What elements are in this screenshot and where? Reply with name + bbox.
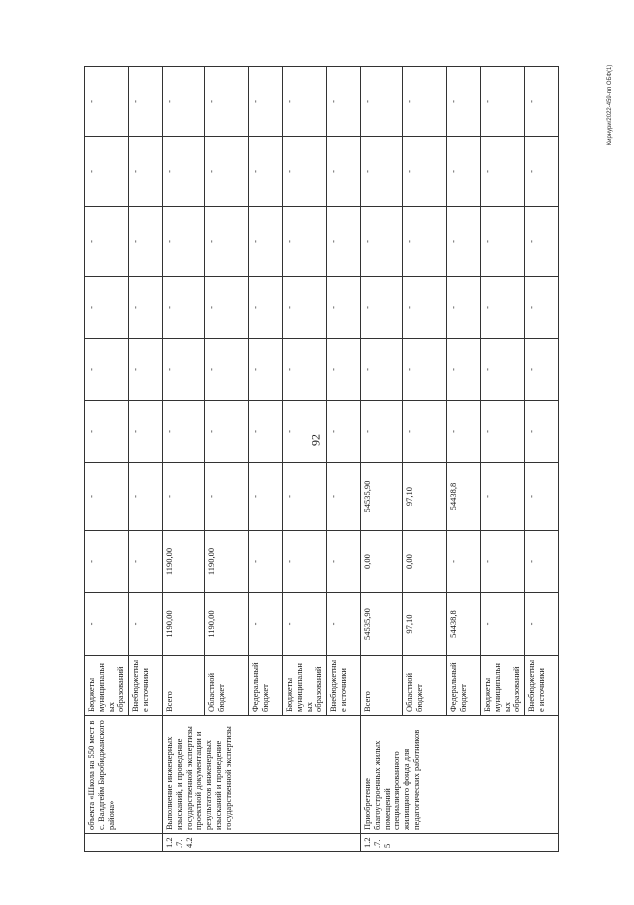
value-cell: - xyxy=(85,531,129,593)
funding-source: Областной бюджет xyxy=(403,656,447,716)
value-cell: - xyxy=(85,137,129,207)
value-cell: - xyxy=(403,339,447,401)
value-cell: - xyxy=(283,339,327,401)
value-cell: - xyxy=(327,463,361,531)
funding-source: Бюджеты муниципальных образований xyxy=(85,656,129,716)
value-cell: - xyxy=(361,137,403,207)
value-cell: - xyxy=(163,277,205,339)
value-cell: - xyxy=(447,277,481,339)
value-cell: - xyxy=(129,531,163,593)
row-name: объекта «Школа на 550 мест в с. Валдгейм Биробиджанского района» xyxy=(85,716,163,834)
funding-source: Внебюджетные источники xyxy=(129,656,163,716)
value-cell: - xyxy=(283,67,327,137)
value-cell: - xyxy=(85,593,129,656)
value-cell: - xyxy=(481,593,525,656)
value-cell: - xyxy=(163,67,205,137)
value-cell: - xyxy=(525,67,559,137)
value-cell: - xyxy=(361,401,403,463)
value-cell: - xyxy=(403,401,447,463)
funding-source: Бюджеты муниципальных образований xyxy=(283,656,327,716)
value-cell: 97,10 xyxy=(403,593,447,656)
funding-source: Всего xyxy=(163,656,205,716)
value-cell: - xyxy=(129,401,163,463)
row-code xyxy=(85,834,163,852)
value-cell: - xyxy=(205,67,249,137)
value-cell: - xyxy=(249,339,283,401)
value-cell: - xyxy=(249,207,283,277)
value-cell: - xyxy=(481,137,525,207)
value-cell: - xyxy=(525,277,559,339)
value-cell: - xyxy=(85,339,129,401)
value-cell: - xyxy=(447,67,481,137)
value-cell: - xyxy=(283,531,327,593)
value-cell: - xyxy=(481,463,525,531)
value-cell: - xyxy=(205,207,249,277)
funding-source: Федеральный бюджет xyxy=(447,656,481,716)
value-cell: - xyxy=(525,137,559,207)
value-cell: - xyxy=(525,463,559,531)
value-cell: - xyxy=(163,137,205,207)
row-code: 1.2.7.5 xyxy=(361,834,559,852)
value-cell: 54535,90 xyxy=(361,593,403,656)
value-cell: - xyxy=(327,593,361,656)
value-cell: 54535,90 xyxy=(361,463,403,531)
funding-source: Областной бюджет xyxy=(205,656,249,716)
value-cell: - xyxy=(85,277,129,339)
value-cell: - xyxy=(481,339,525,401)
value-cell: - xyxy=(129,339,163,401)
table-row xyxy=(163,67,205,852)
value-cell: - xyxy=(525,593,559,656)
value-cell: - xyxy=(481,401,525,463)
value-cell: - xyxy=(447,401,481,463)
value-cell: 0,00 xyxy=(403,531,447,593)
value-cell: - xyxy=(249,401,283,463)
value-cell: - xyxy=(283,463,327,531)
value-cell: - xyxy=(85,401,129,463)
value-cell: - xyxy=(403,207,447,277)
value-cell: - xyxy=(249,531,283,593)
value-cell: - xyxy=(327,531,361,593)
value-cell: 97,10 xyxy=(403,463,447,531)
value-cell: - xyxy=(249,67,283,137)
value-cell: 1190,00 xyxy=(205,593,249,656)
value-cell: - xyxy=(327,67,361,137)
funding-source: Внебюджетные источники xyxy=(327,656,361,716)
value-cell: - xyxy=(447,207,481,277)
budget-table xyxy=(84,66,559,852)
value-cell: - xyxy=(85,207,129,277)
value-cell: - xyxy=(163,339,205,401)
value-cell: 54438,8 xyxy=(447,463,481,531)
value-cell: 1190,00 xyxy=(163,531,205,593)
value-cell: - xyxy=(481,531,525,593)
value-cell: - xyxy=(249,463,283,531)
value-cell: - xyxy=(163,207,205,277)
table-row xyxy=(361,67,403,852)
value-cell: - xyxy=(205,339,249,401)
value-cell: - xyxy=(327,277,361,339)
value-cell: - xyxy=(129,207,163,277)
value-cell: - xyxy=(447,137,481,207)
value-cell: - xyxy=(327,207,361,277)
funding-source: Федеральный бюджет xyxy=(249,656,283,716)
value-cell: - xyxy=(249,277,283,339)
value-cell: - xyxy=(163,401,205,463)
value-cell: - xyxy=(403,277,447,339)
value-cell: - xyxy=(129,593,163,656)
value-cell: - xyxy=(327,339,361,401)
value-cell: - xyxy=(481,207,525,277)
value-cell: - xyxy=(403,137,447,207)
value-cell: - xyxy=(403,67,447,137)
value-cell: - xyxy=(163,463,205,531)
value-cell: - xyxy=(525,531,559,593)
value-cell: - xyxy=(447,339,481,401)
row-name: Приобретение благоустроенных жилых помещений специализированного жилищного фонда для педагогических работников xyxy=(361,716,559,834)
value-cell: - xyxy=(327,137,361,207)
table-body xyxy=(85,67,559,852)
value-cell: - xyxy=(129,137,163,207)
document-stamp: Кирнури/2022-459-пп ОБФ(1) xyxy=(607,64,613,146)
value-cell: - xyxy=(283,593,327,656)
value-cell: - xyxy=(249,137,283,207)
value-cell: - xyxy=(481,67,525,137)
value-cell: - xyxy=(249,593,283,656)
value-cell: - xyxy=(361,339,403,401)
value-cell: - xyxy=(361,207,403,277)
funding-source: Всего xyxy=(361,656,403,716)
value-cell: - xyxy=(85,463,129,531)
value-cell: 1190,00 xyxy=(163,593,205,656)
value-cell: - xyxy=(129,463,163,531)
funding-source: Внебюджетные источники xyxy=(525,656,559,716)
page-number: 92 xyxy=(308,434,323,446)
value-cell: - xyxy=(205,137,249,207)
value-cell: - xyxy=(447,531,481,593)
table-row xyxy=(85,67,129,852)
value-cell: - xyxy=(283,137,327,207)
value-cell: 0,00 xyxy=(361,531,403,593)
value-cell: - xyxy=(283,207,327,277)
value-cell: - xyxy=(525,339,559,401)
value-cell: - xyxy=(525,207,559,277)
value-cell: - xyxy=(283,277,327,339)
value-cell: - xyxy=(85,67,129,137)
value-cell: - xyxy=(525,401,559,463)
value-cell: 54438,8 xyxy=(447,593,481,656)
value-cell: - xyxy=(361,67,403,137)
value-cell: - xyxy=(283,401,327,463)
row-name: Выполнение инженерных изысканий, и проведение государственной экспертизы проектной документации и результатов инженерных изысканий и проведение государственной экспертизы xyxy=(163,716,361,834)
value-cell: - xyxy=(361,277,403,339)
value-cell: - xyxy=(129,277,163,339)
value-cell: - xyxy=(205,277,249,339)
value-cell: - xyxy=(205,401,249,463)
table-region xyxy=(84,67,554,852)
value-cell: - xyxy=(129,67,163,137)
funding-source: Бюджеты муниципальных образований xyxy=(481,656,525,716)
value-cell: - xyxy=(205,463,249,531)
value-cell: - xyxy=(327,401,361,463)
value-cell: - xyxy=(481,277,525,339)
row-code: 1.2.7.4.2 xyxy=(163,834,361,852)
value-cell: 1190,00 xyxy=(205,531,249,593)
